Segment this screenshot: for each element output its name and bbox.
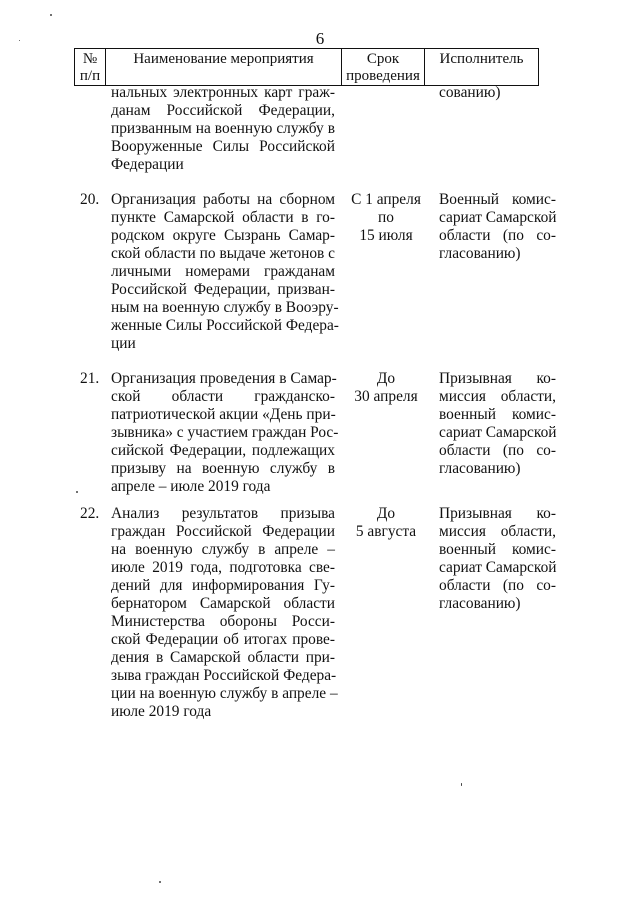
row-text-line: июле 2019 года, подготовка све-	[111, 559, 335, 576]
row-executor: области (по со-	[439, 227, 556, 244]
continuation-executor: сованию)	[439, 84, 501, 101]
row-deadline: До	[376, 505, 396, 522]
row-number: 22.	[80, 505, 100, 522]
row-text-line: Министерства обороны Росси-	[111, 613, 335, 630]
row-executor: Призывная ко-	[439, 505, 556, 522]
row-text-line: бернатором Самарской области	[111, 595, 335, 612]
scan-speck	[159, 881, 161, 883]
row-executor: гласованию)	[439, 245, 521, 262]
row-executor: гласованию)	[439, 460, 521, 477]
header-deadline-line1: Срок	[366, 51, 400, 67]
row-text-line: дений для информирования Гу-	[111, 577, 335, 594]
row-executor: области (по со-	[439, 442, 556, 459]
continuation-line: призванным на военную службу в	[111, 120, 335, 137]
row-number: 20.	[80, 191, 100, 208]
row-text-line: ской Федерации об итогах прове-	[111, 631, 335, 648]
row-executor: гласованию)	[439, 595, 521, 612]
scan-speck	[76, 491, 78, 493]
header-number-cell	[75, 49, 106, 86]
row-executor: военный комис-	[439, 406, 556, 423]
row-executor: области (по со-	[439, 577, 556, 594]
header-deadline-line2: проведения	[346, 68, 420, 84]
row-text-line: родском округе Сызрань Самар-	[111, 227, 335, 244]
row-text-line: женные Силы Российской Федера-	[111, 317, 339, 334]
row-executor: военный комис-	[439, 541, 556, 558]
row-text-line: июле 2019 года	[111, 703, 212, 720]
continuation-line: данам Российской Федерации,	[111, 102, 335, 119]
row-text-line: ции на военную службу в апреле –	[111, 685, 338, 702]
row-executor: Призывная ко-	[439, 370, 556, 387]
row-text-line: апреле – июле 2019 года	[111, 478, 271, 495]
scan-speck	[461, 783, 462, 786]
row-deadline: С 1 апреля	[351, 191, 421, 208]
row-text-line: зыва граждан Российской Федера-	[111, 667, 337, 684]
row-text-line: на военную службу в апреле –	[111, 541, 335, 558]
header-number-label: п/п	[79, 68, 101, 84]
page-number: 6	[315, 29, 325, 48]
row-text-line: ции	[111, 335, 136, 352]
row-executor: Военный комис-	[439, 191, 556, 208]
continuation-line: нальных электронных карт граж-	[111, 84, 335, 101]
row-executor: миссия области,	[439, 388, 556, 405]
row-text-line: Анализ результатов призыва	[111, 505, 335, 522]
row-deadline: До	[376, 370, 396, 387]
header-executor: Исполнитель	[425, 49, 539, 86]
row-deadline: 15 июля	[359, 227, 413, 244]
row-text-line: ской области гражданско-	[111, 388, 335, 405]
header-number-sign: №	[82, 51, 98, 67]
table-header	[74, 48, 539, 86]
scan-speck	[50, 14, 52, 16]
header-event-title: Наименование мероприятия	[106, 49, 342, 86]
header-deadline-cell	[342, 49, 425, 86]
row-text-line: ской области по выдаче жетонов с	[111, 245, 335, 262]
row-text-line: зывника» с участием граждан Рос-	[111, 424, 339, 441]
row-text-line: Организация проведения в Самар-	[111, 370, 337, 387]
row-text-line: Российской Федерации, призван-	[111, 281, 335, 298]
row-executor: миссия области,	[439, 523, 556, 540]
row-executor: сариат Самарской	[439, 559, 557, 576]
row-deadline: 5 августа	[355, 523, 417, 540]
row-executor: сариат Самарской	[439, 424, 557, 441]
row-text-line: граждан Российской Федерации	[111, 523, 335, 540]
row-deadline: 30 апреля	[354, 388, 418, 405]
row-executor: сариат Самарской	[439, 209, 557, 226]
row-text-line: ным на военную службу в Вооэру-	[111, 299, 339, 316]
row-text-line: сийской Федерации, подлежащих	[111, 442, 335, 459]
row-number: 21.	[80, 370, 100, 387]
row-text-line: призыву на военную службу в	[111, 460, 335, 477]
scan-speck	[19, 40, 20, 41]
row-text-line: Организация работы на сборном	[111, 191, 335, 208]
continuation-line: Федерации	[111, 156, 184, 173]
row-deadline: по	[378, 209, 394, 226]
row-text-line: патриотической акции «День при-	[111, 406, 336, 423]
continuation-line: Вооруженные Силы Российской	[111, 138, 335, 155]
row-text-line: личными номерами гражданам	[111, 263, 335, 280]
row-text-line: дения в Самарской области при-	[111, 649, 335, 666]
row-text-line: пункте Самарской области в го-	[111, 209, 335, 226]
